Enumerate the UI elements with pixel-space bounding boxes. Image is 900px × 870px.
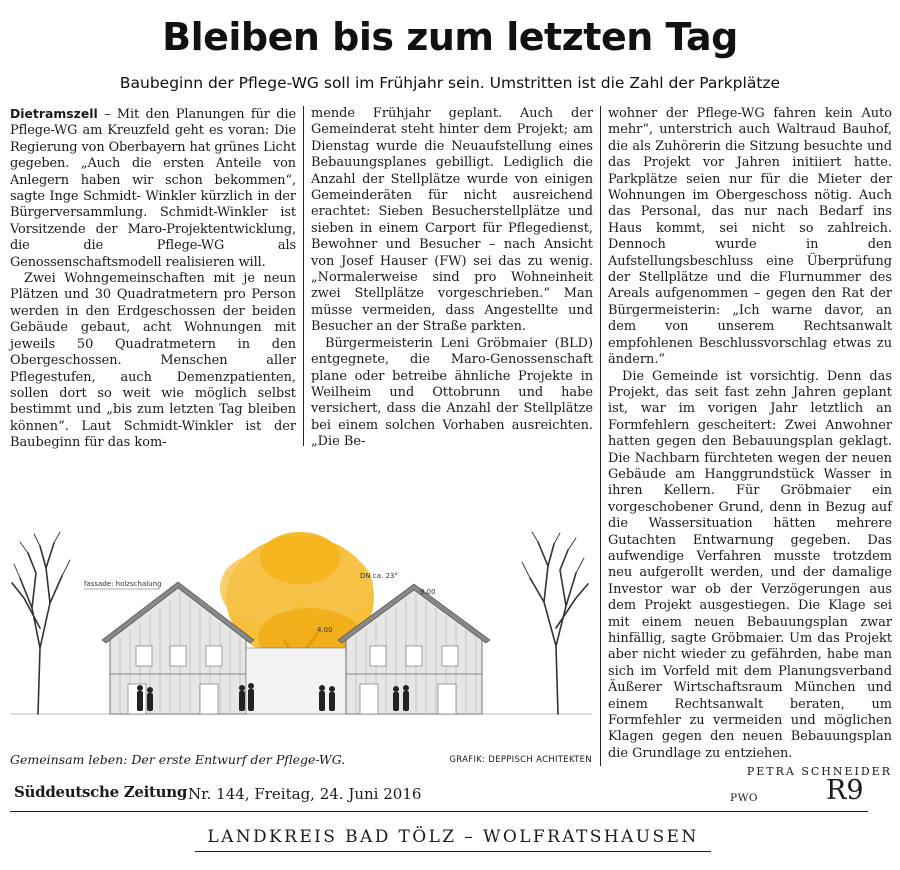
region-underline: [195, 851, 711, 852]
article-paragraph: Bürgermeisterin Leni Gröbmaier (BLD) entgegnete, die Maro-Genossenschaft plane oder betreibe ähnliche Projekte in Weilheim und Ottobrunn und habe versichert, dass die Anzahl der Stellplätze bei einem solchen Vorhaben ausreichten. „Die Be-: [311, 335, 593, 450]
headline: Bleiben bis zum letzten Tag: [162, 15, 738, 59]
dateline: Dietramszell: [10, 106, 98, 121]
figure-label-roof-pitch: DN ca. 23°: [360, 572, 398, 580]
author-byline: PETRA SCHNEIDER: [746, 765, 892, 779]
page-number: R9: [826, 775, 864, 806]
left-tree-illustration: [12, 532, 70, 714]
right-tree-illustration: [522, 532, 588, 714]
region-banner: LANDKREIS BAD TÖLZ – WOLFRATSHAUSEN: [207, 827, 699, 847]
article-column-3: [608, 106, 892, 779]
column-divider: [303, 106, 304, 446]
article-paragraph: Die Gemeinde ist vorsichtig. Denn das Projekt, das seit fast zehn Jahren geplant ist, war im vorigen Jahr letztlich an Formfehlern gescheitert: Zwei Anwohner hatten gegen den Bebauungsplan geklagt. Die Nachbarn fürchteten wegen der neuen Gebäude am Hanggrundstück Wasser in ihren Kellern. Für Gröbmaier ein vorgeschobener Grund, denn in Bezug auf die Wassersituation hätten mehrere Gutachten Entwarnung gegeben. Das aufwendige Verfahren musste trotzdem neu aufgerollt werden, und der damalige Investor war ob der Verzögerungen aus dem Projekt ausgestiegen. Die Klage sei mit einem neuen Bebauungsplan zwar hinfällig, sagte Gröbmaier. Um das Projekt aber nicht wieder zu gefährden, habe man sich im Vorfeld mit dem Planungsverband Äußerer Wirtschaftsraum München und einem Rechtsanwalt beraten, um Formfehler zu vermeiden und möglichen Klagen gegen den neuen Bebauungsplan die Grundlage zu entziehen.: [608, 368, 892, 761]
subheadline: Baubeginn der Pflege-WG soll im Frühjahr sein. Umstritten ist die Zahl der Parkplätze: [119, 74, 781, 92]
edition-code: PWO: [730, 792, 758, 804]
figure-label-facade: fassade: holzschalung: [84, 580, 162, 588]
masthead-logo: Süddeutsche Zeitung: [14, 783, 188, 801]
column-divider: [600, 106, 601, 766]
article-paragraph: wohner der Pflege-WG fahren kein Auto mehr“, unterstrich auch Waltraud Bauhof, die als Zuhörerin die Sitzung besuchte und das Projekt vor Jahren initiiert hatte. Parkplätze seien nur für die Mieter der Wohnungen im Obergeschoss nötig. Auch das Personal, das nur nach Bedarf ins Haus kommt, sei nicht so zahlreich. Dennoch wurde in den Aufstellungsbeschluss eine Überprüfung der Stellplätze und die Flurnummer des Areals aufgenommen – gegen den Rat der Bürgermeisterin: „Ich warne davor, an dem von unserem Rechtsanwalt empfohlenen Beschlussvorschlag etwas zu ändern.“: [608, 106, 892, 368]
article-paragraph: [10, 106, 296, 271]
article-paragraph: mende Frühjahr geplant. Auch der Gemeinderat steht hinter dem Projekt; am Dienstag wurde die Neuaufstellung eines Bebauungsplanes gebilligt. Lediglich die Anzahl der Stellplätze wurde von einigen Gemeinderäten für nicht ausreichend erachtet: Sieben Besucherstellplätze und sieben in einem Carport für Pflegedienst, Bewohner und Besucher – nach Ansicht von Josef Hauser (FW) sei das zu wenig. „Normalerweise sind pro Wohneinheit zwei Stellplätze vorgeschrieben.“ Man müsse vermeiden, dass Angestellte und Besucher an der Straße parkten.: [311, 106, 593, 335]
architecture-illustration: [10, 528, 592, 746]
article-paragraph: Zwei Wohngemeinschaften mit je neun Plätzen und 30 Quadratmetern pro Person werden in den Erdgeschossen der beiden Gebäude gebaut, acht Wohnungen mit jeweils 50 Quadratmetern in den Obergeschossen. Menschen aller Pflegestufen, auch Demenzpatienten, sollen dort so weit wie möglich selbst bestimmt und „bis zum letzten Tag bleiben können“. Laut Schmidt-Winkler ist der Baubeginn für das kom-: [10, 271, 296, 451]
footer-rule: [10, 811, 868, 812]
figure-label-height-mid: 4.00: [317, 626, 333, 634]
issue-info: Nr. 144, Freitag, 24. Juni 2016: [188, 785, 422, 803]
figure-credit: GRAFIK: DEPPISCH ACHITEKTEN: [449, 755, 592, 765]
figure-caption: Gemeinsam leben: Der erste Entwurf der Pflege-WG.: [10, 752, 346, 767]
paragraph-text: – Mit den Planungen für die Pflege-WG am Kreuzfeld geht es voran: Die Regierung von Oberbayern hat grünes Licht gegeben. „Auch die ersten Anteile von Anlegern haben wir schon bekommen“, sagte Inge Schmidt- Winkler kürzlich in der Bürgerversammlung. Schmidt-Winkler ist Vorsitzende der Maro-Projektentwicklung, die die Pflege-WG als Genossenschaftsmodell realisieren will.: [10, 107, 296, 270]
article-column-1: [10, 106, 296, 451]
article-column-2: [311, 106, 593, 450]
figure-label-height-right: 9.00: [420, 588, 436, 596]
